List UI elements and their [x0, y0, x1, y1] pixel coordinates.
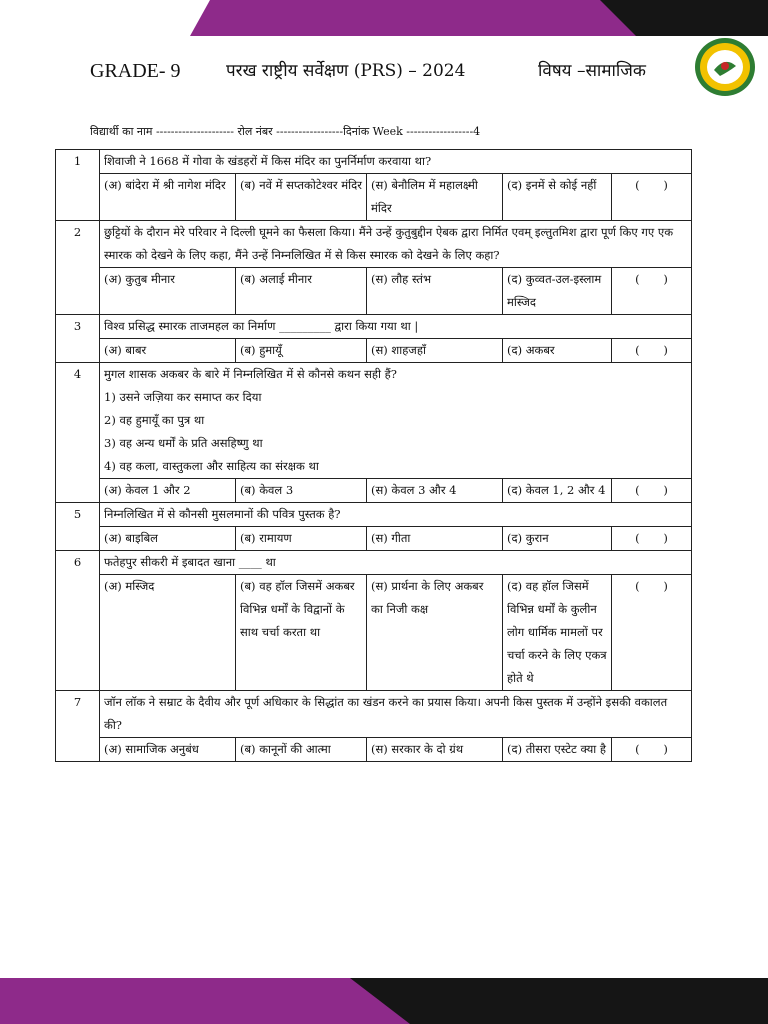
- option-2[interactable]: (ब) रामायण: [236, 527, 367, 551]
- answer-box[interactable]: [612, 527, 692, 551]
- grade-label: GRADE- 9: [90, 60, 181, 82]
- page-header: [0, 56, 768, 96]
- option-1[interactable]: (अ) बाइबिल: [100, 527, 236, 551]
- question-text: छुट्टियों के दौरान मेरे परिवार ने दिल्ली घूमने का फैसला किया। मैंने उन्हें कुतुबुद्दीन ऐबक द्वारा निर्मित एवम् इल्तुतमिश द्वारा पूर्ण किए गए एक स्मारक को देखने के लिए कहा, मैंने उन्हें निम्नलिखित में से किस स्मारक को देखने के लिए कहा?: [104, 225, 674, 262]
- question-number: 4: [56, 363, 100, 503]
- option-1[interactable]: (अ) कुतुब मीनार: [100, 268, 236, 315]
- question-text-cell: [100, 363, 692, 479]
- statement-item: 3) वह अन्य धर्मों के प्रति असहिष्णु था: [104, 436, 263, 450]
- question-text-cell: [100, 150, 692, 174]
- option-1[interactable]: (अ) केवल 1 और 2: [100, 479, 236, 503]
- exam-title: परख राष्ट्रीय सर्वेक्षण (PRS) – 2024: [226, 61, 466, 81]
- question-number: 1: [56, 150, 100, 221]
- top-color-band: [0, 0, 768, 36]
- option-1[interactable]: (अ) मस्जिद: [100, 575, 236, 691]
- question-text: मुगल शासक अकबर के बारे में निम्नलिखित में से कौनसे कथन सही हैं?: [104, 367, 397, 381]
- option-3[interactable]: (स) गीता: [367, 527, 503, 551]
- question-number: 7: [56, 691, 100, 762]
- option-2[interactable]: (ब) नवें में सप्तकोटेश्वर मंदिर: [236, 174, 367, 221]
- answer-box-brackets: ( ): [635, 742, 668, 756]
- statement-item: 4) वह कला, वास्तुकला और साहित्य का संरक्षक था: [104, 459, 319, 473]
- option-3[interactable]: (स) लौह स्तंभ: [367, 268, 503, 315]
- question-text-cell: [100, 691, 692, 738]
- option-4[interactable]: (द) तीसरा एस्टेट क्या है: [503, 738, 612, 762]
- option-4[interactable]: (द) कुरान: [503, 527, 612, 551]
- option-3[interactable]: (स) शाहजहाँ: [367, 339, 503, 363]
- statement-item: 1) उसने जज़िया कर समाप्त कर दिया: [104, 390, 262, 404]
- question-row: [56, 691, 692, 738]
- question-text: शिवाजी ने 1668 में गोवा के खंडहरों में किस मंदिर का पुनर्निर्माण करवाया था?: [104, 154, 432, 168]
- answer-box[interactable]: [612, 738, 692, 762]
- question-text-cell: [100, 551, 692, 575]
- option-4[interactable]: (द) वह हॉल जिसमें विभिन्न धर्मों के कुलीन लोग धार्मिक मामलों पर चर्चा करने के लिए एकत्र होते थे: [503, 575, 612, 691]
- option-1[interactable]: (अ) बांदेरा में श्री नागेश मंदिर: [100, 174, 236, 221]
- answer-box-brackets: ( ): [635, 531, 668, 545]
- option-4[interactable]: (द) केवल 1, 2 और 4: [503, 479, 612, 503]
- option-2[interactable]: (ब) हुमायूँ: [236, 339, 367, 363]
- option-4[interactable]: (द) कुव्वत-उल-इस्लाम मस्जिद: [503, 268, 612, 315]
- option-2[interactable]: (ब) केवल 3: [236, 479, 367, 503]
- student-info-line[interactable]: विद्यार्थी का नाम --------------------- रोल नंबर ------------------दिनांक Week ------------------4: [90, 125, 481, 138]
- question-row: [56, 221, 692, 268]
- question-row: [56, 551, 692, 575]
- answer-box-brackets: ( ): [635, 483, 668, 497]
- option-4[interactable]: (द) अकबर: [503, 339, 612, 363]
- option-3[interactable]: (स) केवल 3 और 4: [367, 479, 503, 503]
- answer-box[interactable]: [612, 575, 692, 691]
- option-2[interactable]: (ब) कानूनों की आत्मा: [236, 738, 367, 762]
- answer-box-brackets: ( ): [635, 343, 668, 357]
- answer-box[interactable]: [612, 268, 692, 315]
- statement-list: [104, 386, 687, 478]
- options-row: [56, 575, 692, 691]
- question-table: [55, 149, 692, 762]
- answer-box-brackets: ( ): [635, 178, 668, 192]
- answer-box-brackets: ( ): [635, 272, 668, 286]
- question-text: निम्नलिखित में से कौनसी मुसलमानों की पवित्र पुस्तक है?: [104, 507, 341, 521]
- answer-box[interactable]: [612, 339, 692, 363]
- option-1[interactable]: (अ) सामाजिक अनुबंध: [100, 738, 236, 762]
- question-text-cell: [100, 503, 692, 527]
- options-row: [56, 174, 692, 221]
- option-2[interactable]: (ब) वह हॉल जिसमें अकबर विभिन्न धर्मों के विद्वानों के साथ चर्चा करता था: [236, 575, 367, 691]
- question-row: [56, 503, 692, 527]
- question-text: जॉन लॉक ने सम्राट के दैवीय और पूर्ण अधिकार के सिद्धांत का खंडन करने का प्रयास किया। अपनी किस पुस्तक में उन्होंने इसकी वकालत की?: [104, 695, 668, 732]
- question-row: [56, 315, 692, 339]
- school-logo: [694, 36, 756, 98]
- question-text: फतेहपुर सीकरी में इबादत खाना ____ था: [104, 555, 276, 569]
- statement-item: 2) वह हुमायूँ का पुत्र था: [104, 413, 205, 427]
- option-1[interactable]: (अ) बाबर: [100, 339, 236, 363]
- options-row: [56, 268, 692, 315]
- option-4[interactable]: (द) इनमें से कोई नहीं: [503, 174, 612, 221]
- question-table-body: [56, 150, 692, 762]
- question-text-cell: [100, 221, 692, 268]
- answer-box[interactable]: [612, 174, 692, 221]
- question-number: 6: [56, 551, 100, 691]
- option-3[interactable]: (स) बेनौलिम में महालक्ष्मी मंदिर: [367, 174, 503, 221]
- subject-label: विषय –सामाजिक: [538, 61, 646, 81]
- bottom-color-band: [0, 978, 768, 1024]
- option-3[interactable]: (स) प्रार्थना के लिए अकबर का निजी कक्ष: [367, 575, 503, 691]
- options-row: [56, 339, 692, 363]
- question-row: [56, 150, 692, 174]
- options-row: [56, 479, 692, 503]
- options-row: [56, 738, 692, 762]
- answer-box[interactable]: [612, 479, 692, 503]
- option-2[interactable]: (ब) अलाई मीनार: [236, 268, 367, 315]
- question-number: 3: [56, 315, 100, 363]
- question-text: विश्व प्रसिद्ध स्मारक ताजमहल का निर्माण _________ द्वारा किया गया था |: [104, 319, 419, 333]
- answer-box-brackets: ( ): [635, 579, 668, 593]
- options-row: [56, 527, 692, 551]
- question-row: [56, 363, 692, 479]
- option-3[interactable]: (स) सरकार के दो ग्रंथ: [367, 738, 503, 762]
- question-number: 2: [56, 221, 100, 315]
- question-number: 5: [56, 503, 100, 551]
- question-text-cell: [100, 315, 692, 339]
